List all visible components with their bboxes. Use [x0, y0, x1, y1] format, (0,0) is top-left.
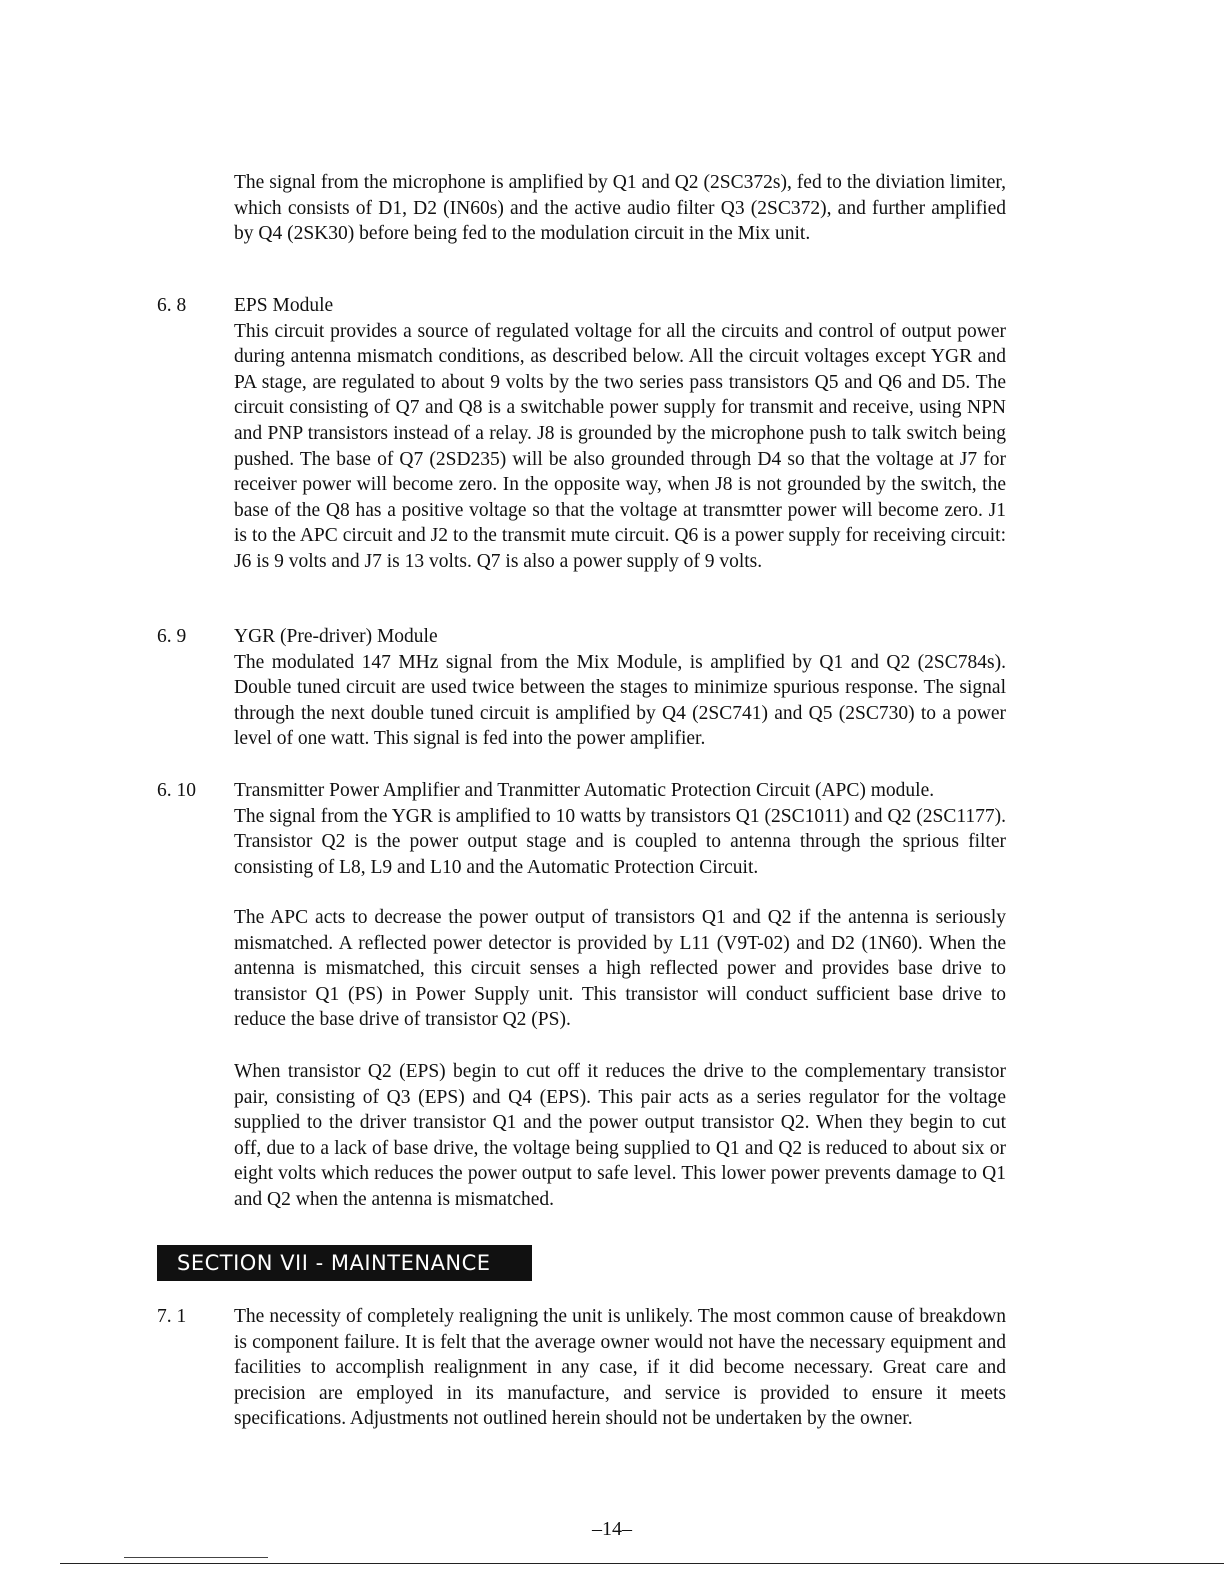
- section-6-8-number: 6. 8: [157, 295, 187, 316]
- eps-paragraph: When transistor Q2 (EPS) begin to cut off it reduces the drive to the complementary transistor pair, consisting of Q3 (EPS) and Q4 (EPS). This pair acts as a series regulator for the voltage supplied to the driver transistor Q1 and the power output transistor Q2. When they begin to cut off, due to a lack of base drive, the voltage being supplied to Q1 and Q2 is reduced to about six or eight volts which reduces the power output to safe level. This lower power prevents damage to Q1 and Q2 when the antenna is mismatched.: [234, 1061, 1006, 1210]
- section-6-10-body: The signal from the YGR is amplified to 10 watts by transistors Q1 (2SC1011) and Q2 (2SC1177). Transistor Q2 is the power output stage and is coupled to antenna through the sprious filter consisting of L8, L9 and L10 and the Automatic Protection Circuit.: [234, 805, 1006, 878]
- section-6-9-title: YGR (Pre-driver) Module: [234, 626, 438, 647]
- section-6-10-title: Transmitter Power Amplifier and Tranmitter Automatic Protection Circuit (APC) module.: [234, 780, 935, 801]
- section-7-1-body: The necessity of completely realigning the unit is unlikely. The most common cause of breakdown is component failure. It is felt that the average owner would not have the necessary equipment and facilities to accomplish realignment in any case, if it did become necessary. Great care and precision are employed in its manufacture, and service is provided to ensure it meets specifications. Adjustments not outlined herein should not be undertaken by the owner.: [234, 1306, 1006, 1430]
- apc-paragraph: The APC acts to decrease the power output of transistors Q1 and Q2 if the antenna is seriously mismatched. A reflected power detector is provided by L11 (V9T-02) and D2 (1N60). When the antenna is mismatched, this circuit senses a high reflected power and provides base drive to transistor Q1 (PS) in Power Supply unit. This transistor will conduct sufficient base drive to reduce the base drive of transistor Q2 (PS).: [234, 907, 1006, 1031]
- section-6-10-number: 6. 10: [157, 780, 196, 801]
- section-6-9-number: 6. 9: [157, 626, 187, 647]
- section-6-9-body: The modulated 147 MHz signal from the Mix Module, is amplified by Q1 and Q2 (2SC784s). Double tuned circuit are used twice between the stages to minimize spurious response. The signal through the next double tuned circuit is amplified by Q4 (2SC741) and Q5 (2SC730) to a power level of one watt. This signal is fed into the power amplifier.: [234, 651, 1006, 750]
- section-7-1-number: 7. 1: [157, 1306, 187, 1327]
- footer-rule: [60, 1563, 1224, 1564]
- section-6-8-title: EPS Module: [234, 295, 334, 316]
- section-6-8-body: This circuit provides a source of regulated voltage for all the circuits and control of output power during antenna mismatch conditions, as described below. All the circuit voltages except YGR and PA stage, are regulated to about 9 volts by the two series pass transistors Q5 and Q6 and D5. The circuit consisting of Q7 and Q8 is a switchable power supply for transmit and receive, using NPN and PNP transistors instead of a relay. J8 is grounded by the microphone push to talk switch being pushed. The base of Q7 (2SD235) will be also grounded through D4 so that the voltage at J7 for receiver power will become zero. In the opposite way, when J8 is not grounded by the switch, the base of the Q8 has a positive voltage so that the voltage at transmtter power will become zero. J1 is to the APC circuit and J2 to the transmit mute circuit. Q6 is a power supply for receiving circuit: J6 is 9 volts and J7 is 13 volts. Q7 is also a power supply of 9 volts.: [234, 320, 1006, 572]
- footer-short-rule: [124, 1557, 268, 1558]
- section-6-10: [234, 778, 1006, 880]
- section-6-9: [234, 624, 1006, 752]
- page-number: –14–: [592, 1518, 632, 1540]
- section-vii-heading: SECTION VII - MAINTENANCE: [157, 1245, 532, 1281]
- intro-paragraph: The signal from the microphone is amplified by Q1 and Q2 (2SC372s), fed to the diviation limiter, which consists of D1, D2 (IN60s) and the active audio filter Q3 (2SC372), and further amplified by Q4 (2SK30) before being fed to the modulation circuit in the Mix unit.: [234, 172, 1006, 245]
- section-6-8: [234, 293, 1006, 575]
